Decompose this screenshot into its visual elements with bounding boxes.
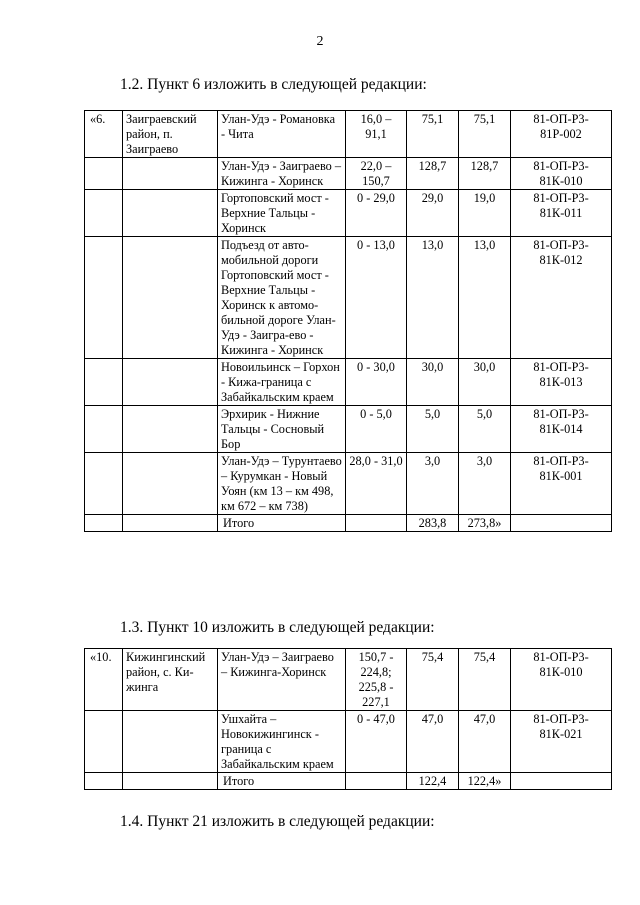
table-row (85, 158, 612, 190)
total-label: Итого (218, 515, 346, 532)
cell-road-name: Эрхирик - Нижние Тальцы - Сосновый Бор (218, 406, 346, 453)
cell-length-total: 3,0 (407, 453, 459, 515)
cell-empty (511, 515, 612, 532)
cell-item-number (85, 158, 123, 190)
cell-km-range: 0 - 5,0 (346, 406, 407, 453)
cell-length-total: 30,0 (407, 359, 459, 406)
cell-district (123, 711, 218, 773)
cell-district (123, 359, 218, 406)
cell-road-code: 81-ОП-Р3-81К-011 (511, 190, 612, 237)
cell-district: Кижингинский район, с. Ки-жинга (123, 649, 218, 711)
cell-length-regional: 75,4 (459, 649, 511, 711)
cell-length-total: 13,0 (407, 237, 459, 359)
table-row (85, 453, 612, 515)
table-item-6 (84, 110, 612, 532)
table-row (85, 359, 612, 406)
cell-item-number (85, 237, 123, 359)
cell-length-total: 5,0 (407, 406, 459, 453)
table-row (85, 406, 612, 453)
cell-empty (346, 773, 407, 790)
table-total-row (85, 773, 612, 790)
cell-road-code: 81-ОП-Р3-81Р-002 (511, 111, 612, 158)
cell-km-range: 0 - 47,0 (346, 711, 407, 773)
cell-empty (123, 515, 218, 532)
cell-km-range: 22,0 – 150,7 (346, 158, 407, 190)
table-row (85, 237, 612, 359)
cell-length-regional: 5,0 (459, 406, 511, 453)
cell-district: Заиграевский район, п. Заиграево (123, 111, 218, 158)
table-row (85, 711, 612, 773)
cell-length-total: 128,7 (407, 158, 459, 190)
cell-item-number (85, 359, 123, 406)
table-row (85, 190, 612, 237)
cell-length-total: 75,1 (407, 111, 459, 158)
cell-district (123, 237, 218, 359)
cell-road-name: Гортоповский мост - Верхние Тальцы - Хоринск (218, 190, 346, 237)
total-length-total: 283,8 (407, 515, 459, 532)
cell-road-name: Новоильинск – Горхон - Кижа-граница с Забайкальским краем (218, 359, 346, 406)
cell-length-total: 47,0 (407, 711, 459, 773)
section-heading-1-2: 1.2. Пункт 6 изложить в следующей редакции: (120, 76, 427, 93)
cell-km-range: 0 - 13,0 (346, 237, 407, 359)
table-total-row (85, 515, 612, 532)
cell-item-number (85, 190, 123, 237)
cell-road-code: 81-ОП-Р3-81К-014 (511, 406, 612, 453)
cell-road-code: 81-ОП-Р3-81К-013 (511, 359, 612, 406)
cell-empty (123, 773, 218, 790)
cell-empty (85, 773, 123, 790)
cell-km-range: 0 - 30,0 (346, 359, 407, 406)
cell-length-regional: 13,0 (459, 237, 511, 359)
cell-road-code: 81-ОП-Р3-81К-021 (511, 711, 612, 773)
cell-item-number (85, 711, 123, 773)
section-heading-1-4: 1.4. Пункт 21 изложить в следующей редакции: (120, 813, 435, 830)
table-row (85, 649, 612, 711)
cell-road-name: Улан-Удэ - Заиграево – Кижинга - Хоринск (218, 158, 346, 190)
total-length-regional: 122,4» (459, 773, 511, 790)
cell-length-regional: 47,0 (459, 711, 511, 773)
cell-item-number: «10. (85, 649, 123, 711)
section-heading-1-3: 1.3. Пункт 10 изложить в следующей редакции: (120, 619, 435, 636)
cell-length-regional: 75,1 (459, 111, 511, 158)
cell-district (123, 158, 218, 190)
cell-length-total: 75,4 (407, 649, 459, 711)
total-length-total: 122,4 (407, 773, 459, 790)
cell-empty (85, 515, 123, 532)
cell-length-regional: 3,0 (459, 453, 511, 515)
cell-length-regional: 30,0 (459, 359, 511, 406)
table-item-10 (84, 648, 612, 790)
table-row (85, 111, 612, 158)
cell-road-code: 81-ОП-Р3-81К-012 (511, 237, 612, 359)
cell-length-total: 29,0 (407, 190, 459, 237)
cell-road-name: Улан-Удэ - Романовка - Чита (218, 111, 346, 158)
cell-km-range: 16,0 – 91,1 (346, 111, 407, 158)
cell-road-name: Улан-Удэ – Турунтаево – Курумкан - Новый Уоян (км 13 – км 498, км 672 – км 738) (218, 453, 346, 515)
cell-item-number (85, 453, 123, 515)
cell-road-name: Ушхайта – Новокижингинск - граница с Забайкальским краем (218, 711, 346, 773)
total-label: Итого (218, 773, 346, 790)
cell-km-range: 0 - 29,0 (346, 190, 407, 237)
cell-item-number (85, 406, 123, 453)
cell-road-name: Улан-Удэ – Заиграево – Кижинга-Хоринск (218, 649, 346, 711)
page-number: 2 (316, 34, 324, 49)
cell-item-number: «6. (85, 111, 123, 158)
cell-district (123, 190, 218, 237)
cell-road-code: 81-ОП-Р3-81К-010 (511, 158, 612, 190)
cell-road-name: Подъезд от авто-мобильной дороги Гортоповский мост - Верхние Тальцы - Хоринск к автомо-бильной дороге Улан-Удэ - Заигра-ево - Кижинга - Хоринск (218, 237, 346, 359)
cell-road-code: 81-ОП-Р3-81К-010 (511, 649, 612, 711)
cell-length-regional: 19,0 (459, 190, 511, 237)
cell-district (123, 406, 218, 453)
cell-road-code: 81-ОП-Р3-81К-001 (511, 453, 612, 515)
cell-length-regional: 128,7 (459, 158, 511, 190)
cell-empty (511, 773, 612, 790)
cell-district (123, 453, 218, 515)
total-length-regional: 273,8» (459, 515, 511, 532)
cell-km-range: 150,7 - 224,8; 225,8 - 227,1 (346, 649, 407, 711)
cell-km-range: 28,0 - 31,0 (346, 453, 407, 515)
cell-empty (346, 515, 407, 532)
